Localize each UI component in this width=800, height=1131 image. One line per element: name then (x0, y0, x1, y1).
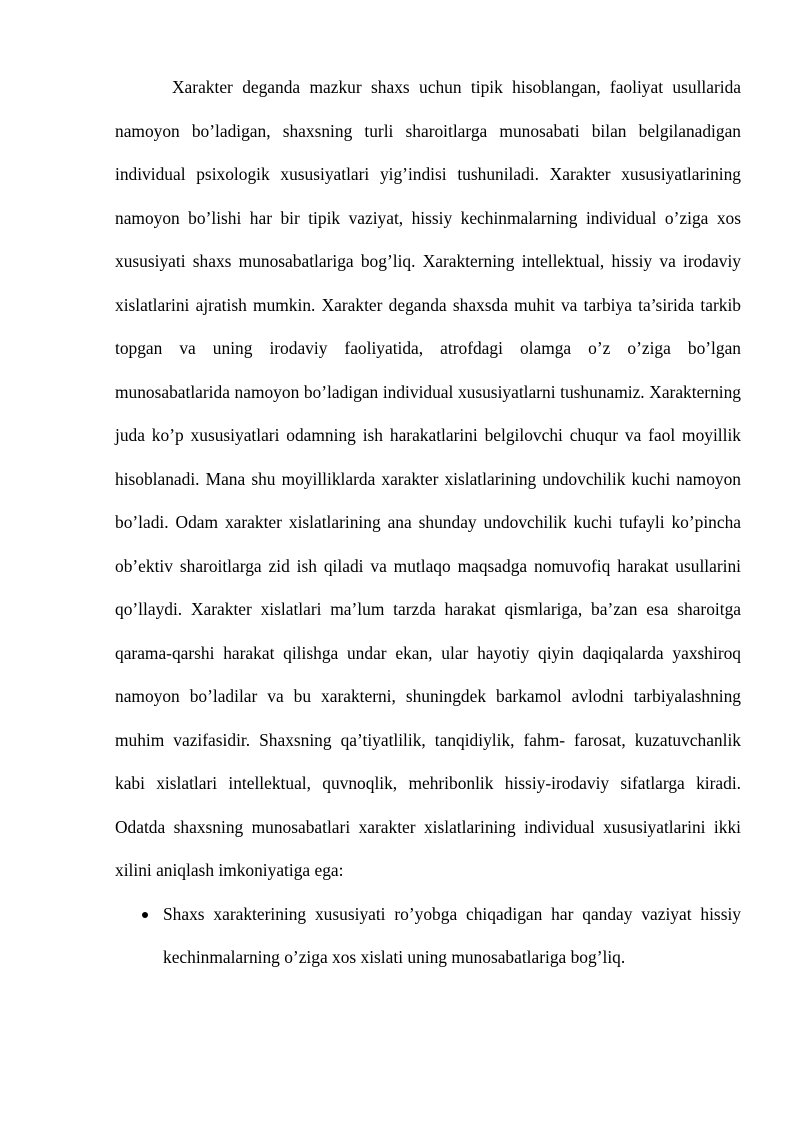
list-item (115, 893, 741, 980)
bullet-list (115, 893, 741, 980)
bullet-icon (142, 912, 148, 918)
document-page (115, 66, 741, 980)
body-paragraph: Xarakter deganda mazkur shaxs uchun tipik hisoblangan, faoliyat usullarida namoyon bo’ladigan, shaxsning turli sharoitlarga munosabati bilan belgilanadigan individual psixologik xususiyatlari yig’indisi tushuniladi. Xarakter xususiyatlarining namoyon bo’lishi har bir tipik vaziyat, hissiy kechinmalarning individual o’ziga xos xususiyati shaxs munosabatlariga bog’liq. Xarakterning intellektual, hissiy va irodaviy xislatlarini ajratish mumkin. Xarakter deganda shaxsda muhit va tarbiya ta’sirida tarkib topgan va uning irodaviy faoliyatida, atrofdagi olamga o’z o’ziga bo’lgan munosabatlarida namoyon bo’ladigan individual xususiyatlarni tushunamiz. Xarakterning juda ko’p xususiyatlari odamning ish harakatlarini belgilovchi chuqur va faol moyillik hisoblanadi. Mana shu moyilliklarda xarakter xislatlarining undovchilik kuchi namoyon bo’ladi. Odam xarakter xislatlarining ana shunday undovchilik kuchi tufayli ko’pincha ob’ektiv sharoitlarga zid ish qiladi va mutlaqo maqsadga nomuvofiq harakat usullarini qo’llaydi. Xarakter xislatlari ma’lum tarzda harakat qismlariga, ba’zan esa sharoitga qarama-qarshi harakat qilishga undar ekan, ular hayotiy qiyin daqiqalarda yaxshiroq namoyon bo’ladilar va bu xarakterni, shuningdek barkamol avlodni tarbiyalashning muhim vazifasidir. Shaxsning qa’tiyatlilik, tanqidiylik, fahm- farosat, kuzatuvchanlik kabi xislatlari intellektual, quvnoqlik, mehribonlik hissiy-irodaviy sifatlarga kiradi. Odatda shaxsning munosabatlari xarakter xislatlarining individual xususiyatlarini ikki xilini aniqlash imkoniyatiga ega: (115, 77, 741, 880)
bullet-text: Shaxs xarakterining xususiyati ro’yobga chiqadigan har qanday vaziyat hissiy kechinmalarning o’ziga xos xislati uning munosabatlariga bog’liq. (163, 903, 741, 967)
